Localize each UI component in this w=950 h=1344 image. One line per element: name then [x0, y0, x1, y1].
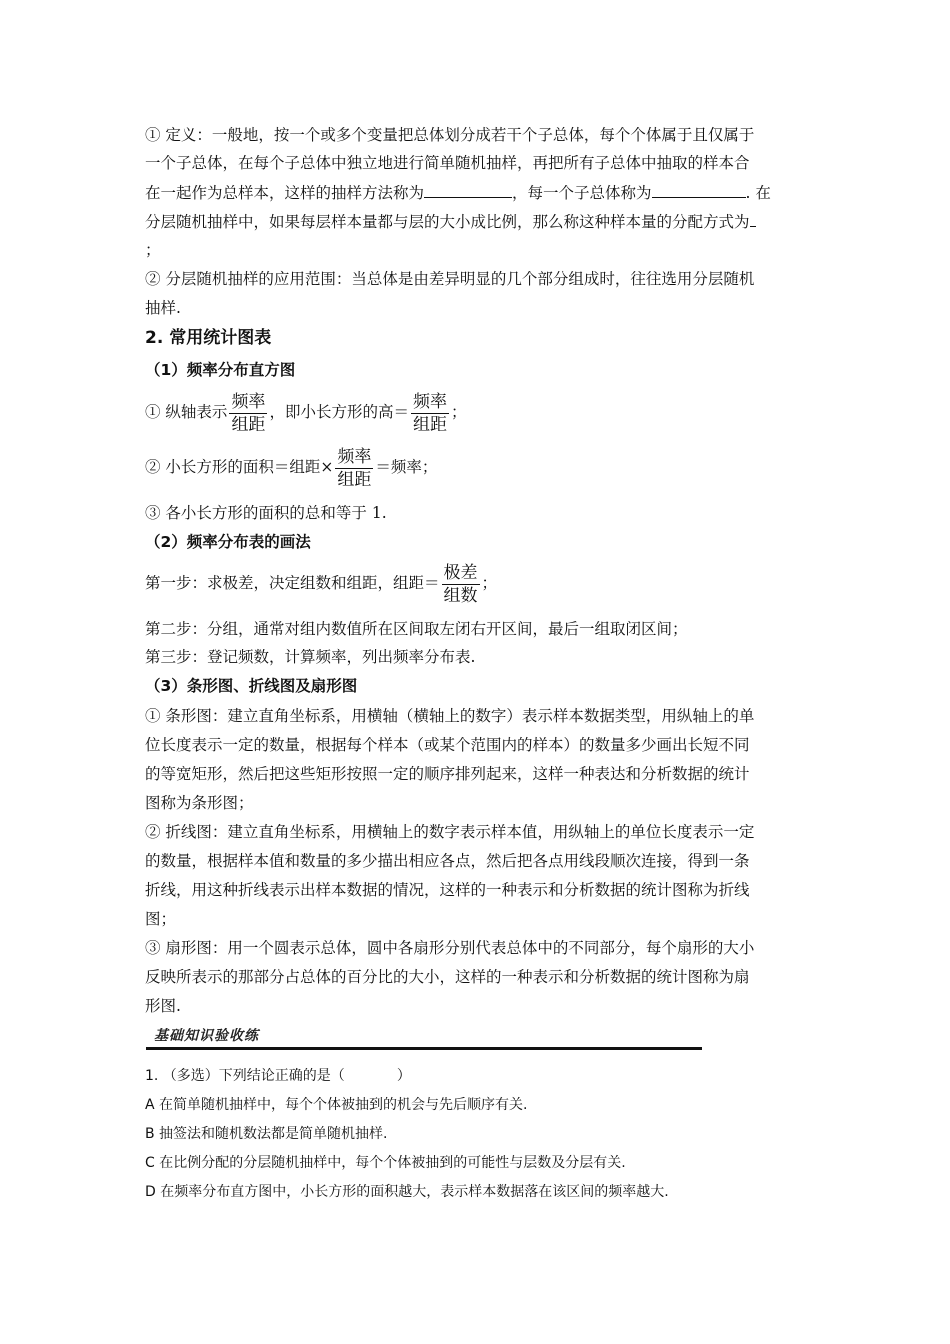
- fraction-frequency-over-width: [229, 392, 267, 435]
- charts-heading: （3）条形图、折线图及扇形图: [145, 677, 358, 695]
- histogram-item-2-text-a: ② 小长方形的面积＝组距×: [145, 458, 334, 476]
- line-chart-line-1: ② 折线图：建立直角坐标系，用横轴上的数字表示样本值，用纵轴上的单位长度表示一定: [145, 823, 755, 841]
- histogram-item-2-text-b: ＝频率；: [375, 458, 438, 476]
- histogram-item-3: ③ 各小长方形的面积的总和等于 1.: [145, 504, 387, 522]
- fraction-frequency-over-width: [411, 392, 449, 435]
- line-chart-line-3: 折线，用这种折线表示出样本数据的情况，这样的一种表示和分析数据的统计图称为折线: [145, 881, 750, 899]
- histogram-heading: （1）频率分布直方图: [145, 361, 296, 379]
- option-d: D 在频率分布直方图中，小长方形的面积越大，表示样本数据落在该区间的频率越大.: [145, 1184, 669, 1200]
- histogram-item-1: [145, 389, 466, 435]
- fraction-numerator: 频率: [412, 391, 447, 412]
- pie-chart-line-2: 反映所表示的那部分占总体的百分比的大小，这样的一种表示和分析数据的统计图称为扇: [145, 968, 750, 986]
- table-step-2: 第二步：分组，通常对组内数值所在区间取左闭右开区间，最后一组取闭区间；: [145, 620, 688, 638]
- pie-chart-line-3: 形图.: [145, 997, 181, 1015]
- fraction-denominator: 组距: [231, 414, 266, 435]
- fraction-frequency-over-width: [335, 447, 373, 490]
- table-step-1: [145, 560, 497, 606]
- section-2-title: 2. 常用统计图表: [145, 328, 272, 348]
- table-step-3: 第三步：登记频数，计算频率，列出频率分布表.: [145, 648, 476, 666]
- fill-blank-allocation[interactable]: [750, 211, 756, 227]
- question-1-stem: [145, 1066, 411, 1086]
- definition-line-5: ；: [145, 241, 161, 259]
- application-line-1: ② 分层随机抽样的应用范围：当总体是由差异明显的几个部分组成时，往往选用分层随机: [145, 270, 755, 288]
- bar-chart-line-4: 图称为条形图；: [145, 794, 254, 812]
- histogram-item-1-text-b: ，即小长方形的高＝: [269, 403, 409, 421]
- fraction-denominator: 组数: [443, 585, 478, 606]
- table-step-1-text-b: ；: [481, 574, 498, 592]
- bar-chart-line-2: 位长度表示一定的数量，根据每个样本（或某个范围内的样本）的数量多少画出长短不同: [145, 736, 750, 754]
- option-c: C 在比例分配的分层随机抽样中，每个个体被抽到的可能性与层数及分层有关.: [145, 1155, 626, 1171]
- definition-text-b: ，每一个子总体称为: [512, 184, 652, 202]
- frequency-table-heading: （2）频率分布表的画法: [145, 533, 311, 551]
- fraction-range-over-groups: [442, 563, 480, 606]
- fraction-denominator: 组距: [412, 414, 447, 435]
- definition-line-2: 一个子总体，在每个子总体中独立地进行简单随机抽样，再把所有子总体中抽取的样本合: [145, 154, 750, 172]
- definition-text-c: . 在: [745, 184, 771, 202]
- table-step-1-text-a: 第一步：求极差，决定组数和组距，组距＝: [145, 574, 440, 592]
- bar-chart-line-1: ① 条形图：建立直角坐标系，用横轴（横轴上的数字）表示样本数据类型，用纵轴上的单: [145, 707, 755, 725]
- histogram-item-2: [145, 444, 437, 490]
- fraction-numerator: 频率: [337, 446, 372, 467]
- practice-banner: [146, 1017, 702, 1051]
- fill-blank-stratum[interactable]: [652, 182, 746, 198]
- fraction-numerator: 频率: [231, 391, 266, 412]
- histogram-item-1-text-a: ① 纵轴表示: [145, 403, 228, 421]
- bar-chart-line-3: 的等宽矩形，然后把这些矩形按照一定的顺序排列起来，这样一种表达和分析数据的统计: [145, 765, 750, 783]
- question-1-stem-text: 1. （多选）下列结论正确的是（: [145, 1068, 345, 1084]
- question-1-stem-close: ）: [396, 1068, 411, 1084]
- line-chart-line-4: 图；: [145, 910, 177, 928]
- fraction-numerator: 极差: [443, 562, 478, 583]
- practice-banner-rule: [146, 1047, 702, 1050]
- definition-line-4: [145, 211, 756, 232]
- definition-text-d: 分层随机抽样中，如果每层样本量都与层的大小成比例，那么称这种样本量的分配方式为: [145, 213, 750, 231]
- practice-banner-title: 基础知识验收练: [154, 1028, 259, 1044]
- fill-blank-method[interactable]: [424, 182, 512, 198]
- option-b: B 抽签法和随机数法都是简单随机抽样.: [145, 1126, 388, 1142]
- option-a: A 在简单随机抽样中，每个个体被抽到的机会与先后顺序有关.: [145, 1097, 528, 1113]
- line-chart-line-2: 的数量，根据样本值和数量的多少描出相应各点，然后把各点用线段顺次连接，得到一条: [145, 852, 750, 870]
- definition-line-3: [145, 182, 771, 203]
- definition-line-1: ① 定义：一般地，按一个或多个变量把总体划分成若干个子总体，每个个体属于且仅属于: [145, 126, 755, 144]
- fraction-denominator: 组距: [337, 469, 372, 490]
- histogram-item-1-text-c: ；: [450, 403, 467, 421]
- application-line-2: 抽样.: [145, 299, 181, 317]
- definition-text-a: 在一起作为总样本，这样的抽样方法称为: [145, 184, 425, 202]
- pie-chart-line-1: ③ 扇形图：用一个圆表示总体，圆中各扇形分别代表总体中的不同部分，每个扇形的大小: [145, 939, 755, 957]
